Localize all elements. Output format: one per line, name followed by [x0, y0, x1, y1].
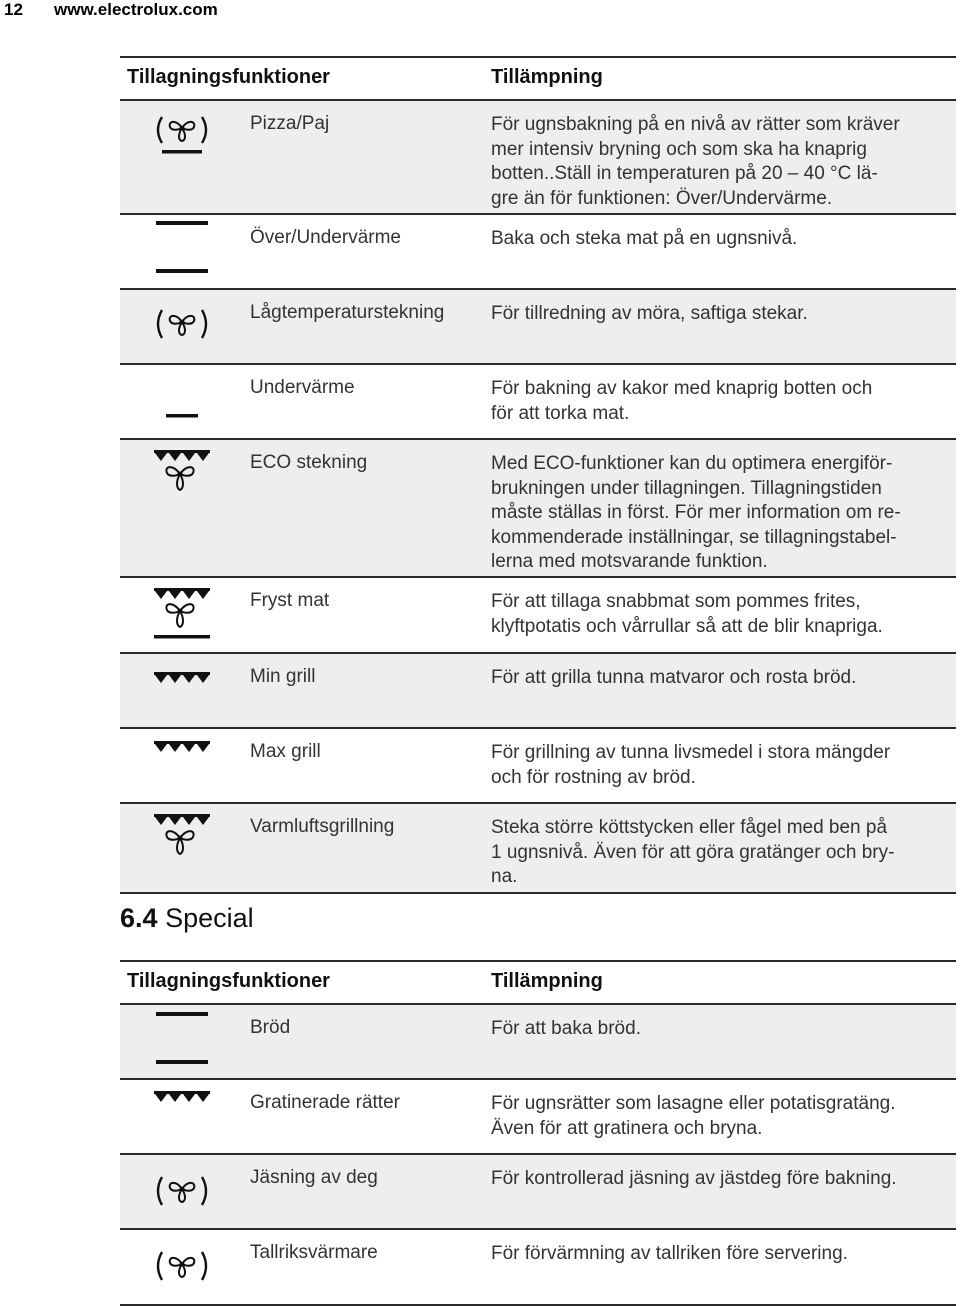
- fan-icon: [150, 306, 214, 346]
- page-number: 12: [4, 0, 23, 19]
- special-functions-table: [120, 960, 956, 1306]
- page-header: [0, 0, 960, 22]
- function-usage: För kontrollerad jäsning av jästdeg före bakning.: [491, 1168, 897, 1189]
- table-header: [120, 56, 956, 101]
- column-header-usage: Tillämpning: [491, 970, 603, 992]
- top-bottom-heat-icon: [150, 1012, 214, 1066]
- function-usage: För förvärmning av tallriken före servering.: [491, 1243, 848, 1264]
- function-name: Tallriksvärmare: [250, 1242, 378, 1263]
- function-name: Varmluftsgrillning: [250, 816, 395, 837]
- fan-icon: [150, 1248, 214, 1288]
- bottom-heat-icon: [150, 413, 214, 421]
- grill-fan-bottom-icon: [150, 588, 214, 644]
- function-usage: Med ECO-funktioner kan du optimera energiför- brukningen under tillagningen. Tillagningstiden måste ställas in först. För mer information om re- kommenderade inställningar, se tillagningstabel- lerna med motsvarande funktion.: [491, 453, 901, 572]
- function-usage: För ugnsbakning på en nivå av rätter som kräver mer intensiv bryning och som ska ha knaprig botten..Ställ in temperaturen på 20 – 40 °C lä- gre än för funktionen: Över/Undervärme.: [491, 114, 900, 209]
- function-name: Pizza/Paj: [250, 113, 330, 134]
- table-row: [120, 804, 956, 894]
- function-name: Lågtemperaturstekning: [250, 302, 445, 323]
- function-usage: För grillning av tunna livsmedel i stora mängder och för rostning av bröd.: [491, 742, 891, 788]
- table-row: [120, 101, 956, 215]
- column-header-function: Tillagningsfunktioner: [127, 66, 330, 88]
- section-name: Special: [165, 903, 254, 933]
- function-usage: För att grilla tunna matvaror och rosta bröd.: [491, 667, 857, 688]
- table-row: [120, 1080, 956, 1155]
- function-name: Bröd: [250, 1017, 291, 1038]
- grill-icon: [150, 1091, 214, 1105]
- site-url: www.electrolux.com: [54, 0, 218, 19]
- function-name: Gratinerade rätter: [250, 1092, 400, 1113]
- table-row: [120, 578, 956, 654]
- table-row: [120, 215, 956, 290]
- function-name: Jäsning av deg: [250, 1167, 378, 1188]
- table-row: [120, 365, 956, 440]
- table-row: [120, 440, 956, 578]
- top-bottom-heat-icon: [150, 221, 214, 275]
- table-row: [120, 654, 956, 729]
- function-usage: Steka större köttstycken eller fågel med ben på 1 ugnsnivå. Även för att göra gratänger och bry- na.: [491, 817, 895, 887]
- pizza-fan-bottom-heat-icon: [150, 111, 214, 155]
- table-header: [120, 960, 956, 1005]
- function-name: ECO stekning: [250, 452, 368, 473]
- function-usage: För att tillaga snabbmat som pommes frites, klyftpotatis och vårrullar så att de blir knapriga.: [491, 591, 883, 637]
- function-name: Min grill: [250, 666, 316, 687]
- table-row: [120, 1155, 956, 1230]
- function-name: Fryst mat: [250, 590, 330, 611]
- column-header-function: Tillagningsfunktioner: [127, 970, 330, 992]
- column-header-usage: Tillämpning: [491, 66, 603, 88]
- grill-icon: [150, 741, 214, 755]
- function-usage: Baka och steka mat på en ugnsnivå.: [491, 228, 798, 249]
- grill-fan-icon: [150, 450, 214, 500]
- function-name: Max grill: [250, 741, 321, 762]
- section-title: [120, 903, 254, 934]
- grill-icon: [150, 672, 214, 686]
- table-row: [120, 729, 956, 804]
- section-number: 6.4: [120, 903, 158, 933]
- function-name: Undervärme: [250, 377, 355, 398]
- table-row: [120, 1230, 956, 1306]
- table-row: [120, 290, 956, 365]
- fan-icon: [150, 1173, 214, 1213]
- function-usage: För ugnsrätter som lasagne eller potatisgratäng. Även för att gratinera och bryna.: [491, 1093, 896, 1139]
- function-usage: För tillredning av möra, saftiga stekar.: [491, 303, 808, 324]
- cooking-functions-table: [120, 56, 956, 894]
- table-row: [120, 1005, 956, 1080]
- function-name: Över/Undervärme: [250, 227, 401, 248]
- function-usage: För bakning av kakor med knaprig botten och för att torka mat.: [491, 378, 873, 424]
- grill-fan-icon: [150, 814, 214, 864]
- function-usage: För att baka bröd.: [491, 1018, 641, 1039]
